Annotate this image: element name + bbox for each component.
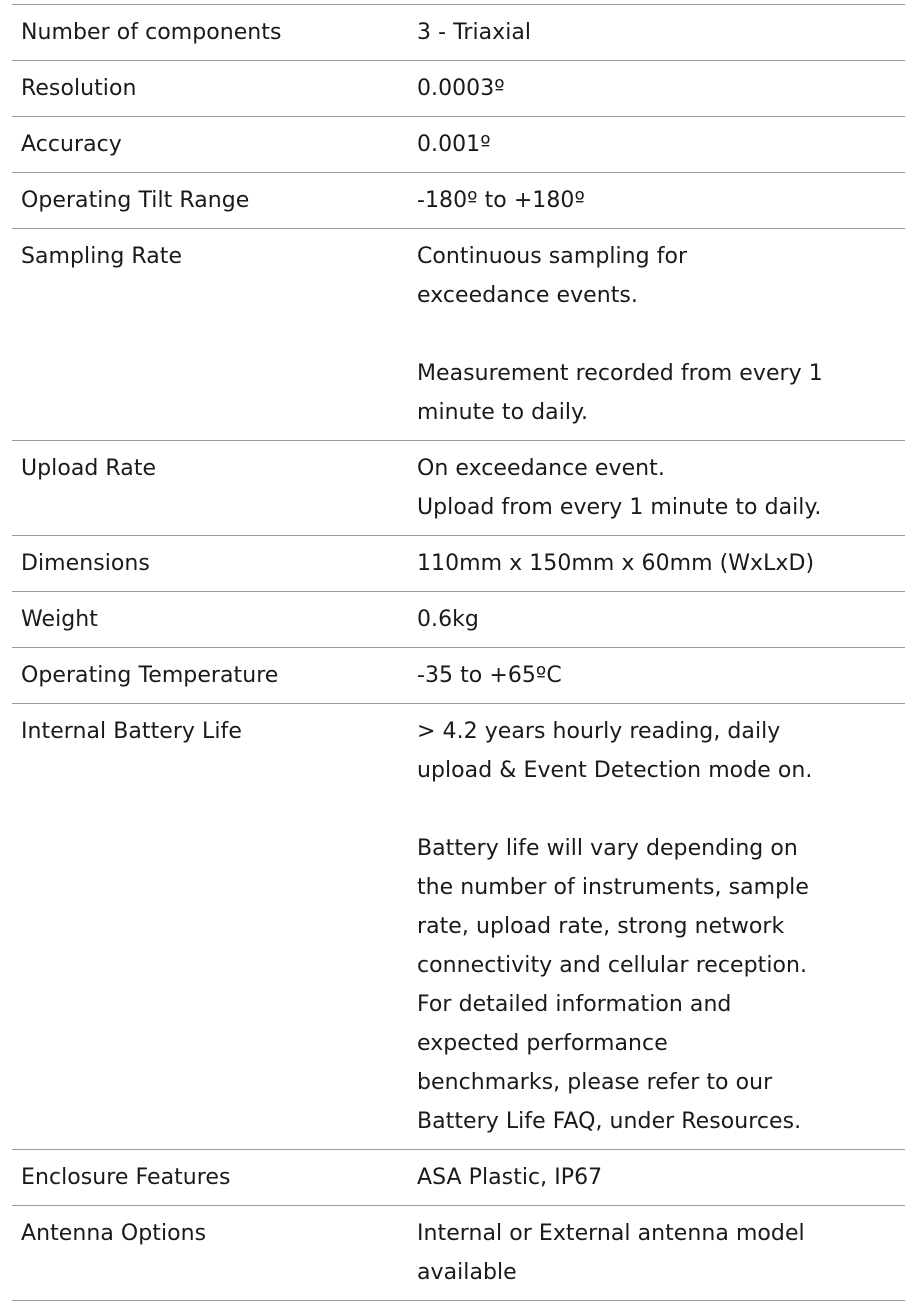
spec-value bbox=[408, 1150, 905, 1206]
spec-label: Sampling Rate bbox=[21, 244, 183, 269]
spec-value bbox=[408, 704, 905, 1150]
spec-label: Resolution bbox=[21, 76, 137, 101]
spec-value-line: 110mm x 150mm x 60mm (WxLxD) bbox=[417, 551, 815, 576]
spec-label: Accuracy bbox=[21, 132, 122, 157]
spec-value-line: ASA Plastic, IP67 bbox=[417, 1165, 603, 1190]
spec-value bbox=[408, 536, 905, 592]
spec-row bbox=[12, 61, 905, 117]
spec-value-paragraph bbox=[417, 237, 897, 315]
spec-label: Operating Tilt Range bbox=[21, 188, 250, 213]
spec-value-line: rate, upload rate, strong network bbox=[417, 914, 785, 939]
spec-value-line: Battery life will vary depending on bbox=[417, 836, 798, 861]
spec-value-line: exceedance events. bbox=[417, 283, 638, 308]
spec-row bbox=[12, 117, 905, 173]
spec-value-paragraph bbox=[417, 181, 897, 220]
spec-value bbox=[408, 592, 905, 648]
spec-value-paragraph bbox=[417, 712, 897, 790]
spec-value bbox=[408, 441, 905, 536]
spec-value-line: minute to daily. bbox=[417, 400, 589, 425]
spec-value-line: > 4.2 years hourly reading, daily bbox=[417, 719, 781, 744]
spec-value-line: For detailed information and bbox=[417, 992, 732, 1017]
spec-value-line: Measurement recorded from every 1 bbox=[417, 361, 823, 386]
spec-table bbox=[12, 4, 905, 1301]
spec-label: Operating Temperature bbox=[21, 663, 279, 688]
spec-value bbox=[408, 648, 905, 704]
spec-value-line: Battery Life FAQ, under Resources. bbox=[417, 1109, 802, 1134]
spec-row bbox=[12, 1206, 905, 1301]
spec-value-line: -35 to +65ºC bbox=[417, 663, 562, 688]
spec-value-line: 0.001º bbox=[417, 132, 491, 157]
spec-value-paragraph bbox=[417, 13, 897, 52]
spec-row bbox=[12, 1150, 905, 1206]
spec-row bbox=[12, 648, 905, 704]
spec-row bbox=[12, 229, 905, 441]
spec-label: Enclosure Features bbox=[21, 1165, 231, 1190]
spec-row bbox=[12, 5, 905, 61]
spec-value-line: 0.0003º bbox=[417, 76, 505, 101]
spec-label: Internal Battery Life bbox=[21, 719, 242, 744]
spec-row bbox=[12, 441, 905, 536]
spec-value bbox=[408, 5, 905, 61]
spec-value-paragraph bbox=[417, 600, 897, 639]
spec-row bbox=[12, 704, 905, 1150]
spec-value-line: benchmarks, please refer to our bbox=[417, 1070, 773, 1095]
spec-value-paragraph bbox=[417, 69, 897, 108]
spec-value-paragraph bbox=[417, 354, 897, 432]
spec-value bbox=[408, 229, 905, 441]
spec-value-line: Upload from every 1 minute to daily. bbox=[417, 495, 822, 520]
spec-value-line: connectivity and cellular reception. bbox=[417, 953, 808, 978]
spec-table-body bbox=[12, 5, 905, 1301]
spec-value-line: -180º to +180º bbox=[417, 188, 585, 213]
spec-value-paragraph bbox=[417, 125, 897, 164]
spec-value-line: 0.6kg bbox=[417, 607, 479, 632]
spec-value-line: Continuous sampling for bbox=[417, 244, 688, 269]
spec-row bbox=[12, 592, 905, 648]
spec-value-line: the number of instruments, sample bbox=[417, 875, 809, 900]
spec-value-paragraph bbox=[417, 544, 897, 583]
spec-value-line: expected performance bbox=[417, 1031, 668, 1056]
spec-value-paragraph bbox=[417, 449, 897, 527]
spec-label: Number of components bbox=[21, 20, 282, 45]
spec-label: Upload Rate bbox=[21, 456, 157, 481]
spec-value-line: available bbox=[417, 1260, 517, 1285]
spec-value bbox=[408, 173, 905, 229]
spec-value-paragraph bbox=[417, 1214, 897, 1292]
spec-value bbox=[408, 1206, 905, 1301]
spec-value bbox=[408, 117, 905, 173]
spec-value-line: Internal or External antenna model bbox=[417, 1221, 805, 1246]
spec-value bbox=[408, 61, 905, 117]
spec-value-line: upload & Event Detection mode on. bbox=[417, 758, 813, 783]
spec-value-line: 3 - Triaxial bbox=[417, 20, 532, 45]
spec-value-paragraph bbox=[417, 1158, 897, 1197]
spec-row bbox=[12, 173, 905, 229]
spec-label: Antenna Options bbox=[21, 1221, 207, 1246]
spec-value-paragraph bbox=[417, 829, 897, 1141]
spec-value-paragraph bbox=[417, 656, 897, 695]
spec-row bbox=[12, 536, 905, 592]
spec-label: Dimensions bbox=[21, 551, 150, 576]
spec-label: Weight bbox=[21, 607, 98, 632]
spec-value-line: On exceedance event. bbox=[417, 456, 665, 481]
